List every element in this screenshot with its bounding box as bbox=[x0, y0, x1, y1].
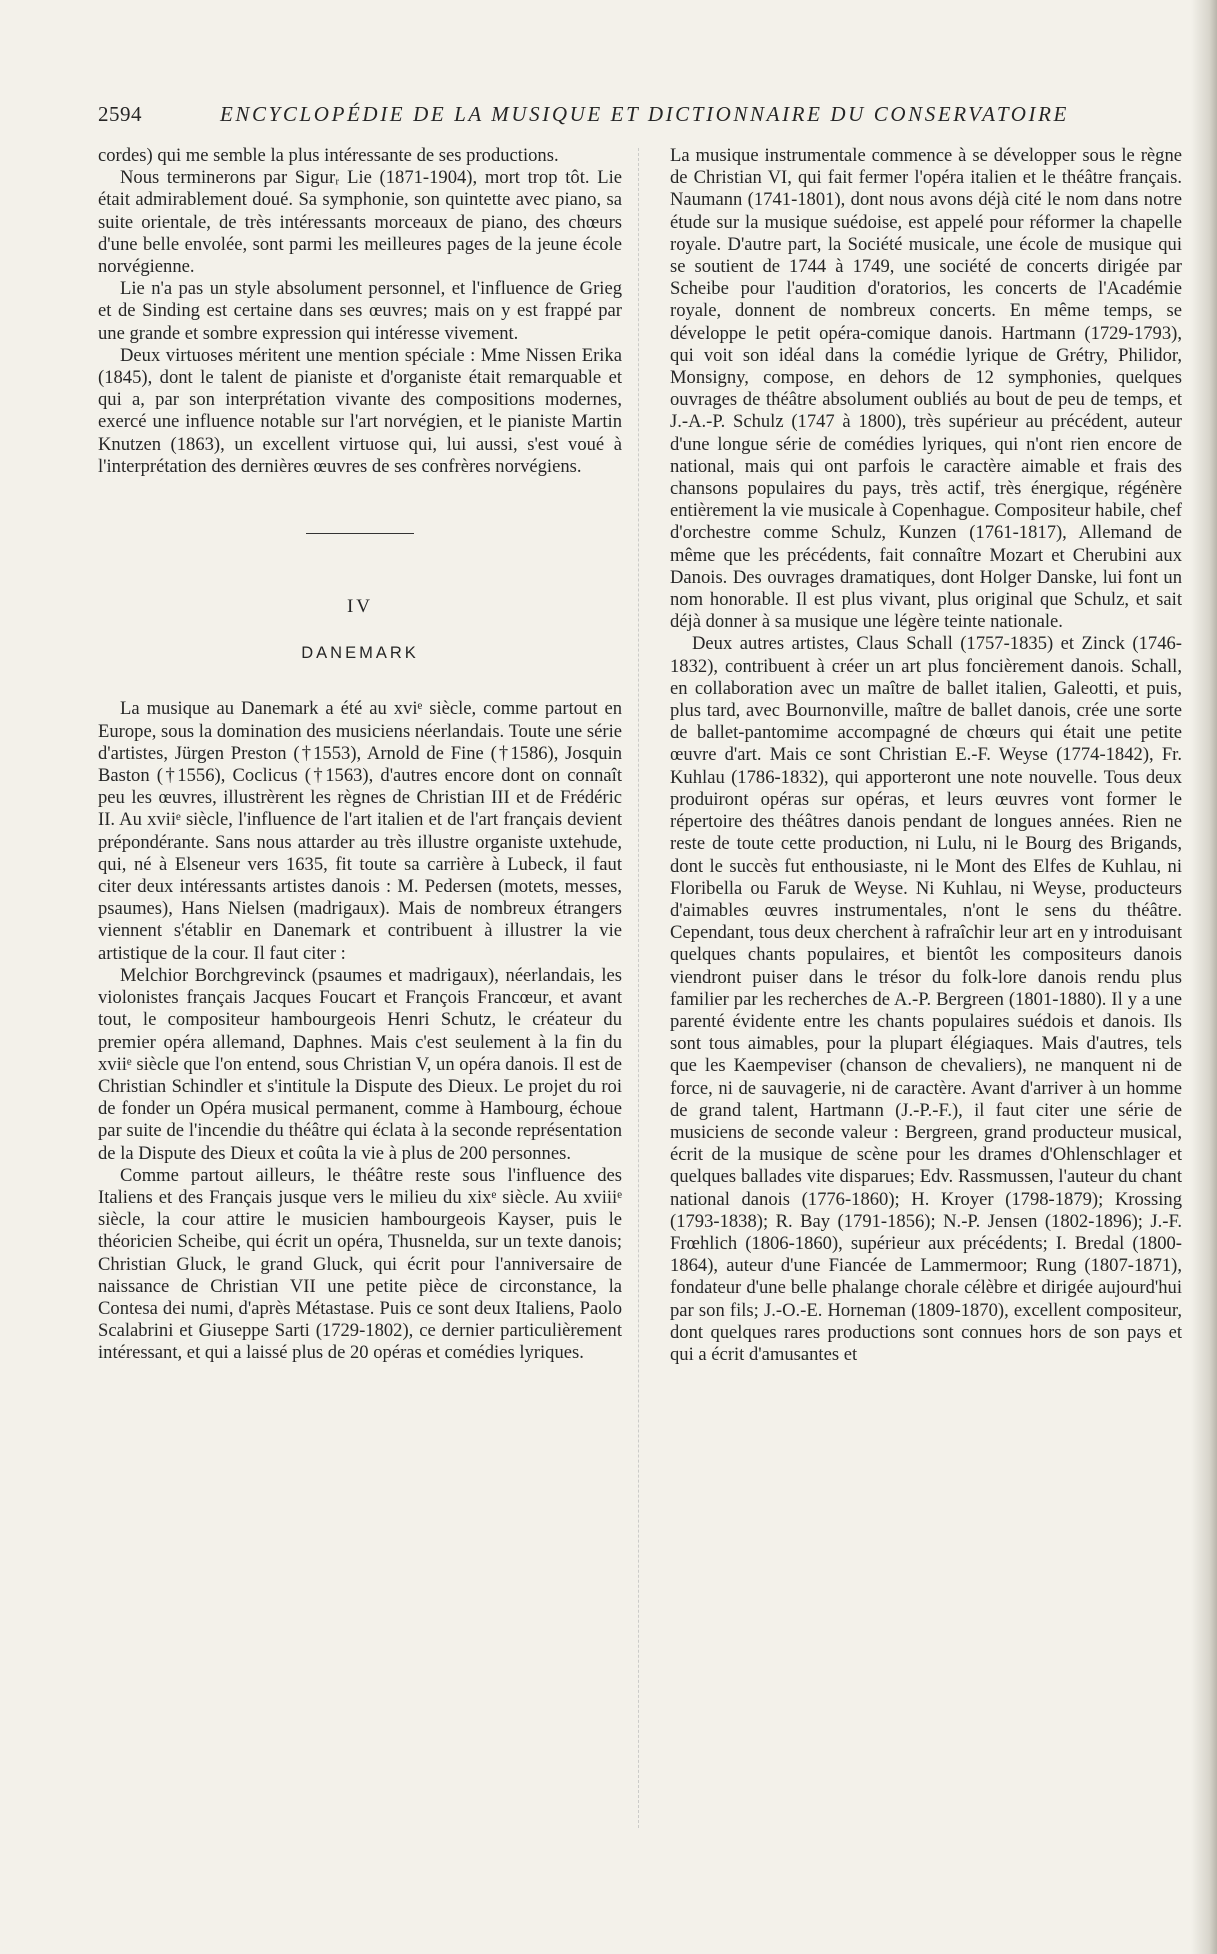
right-column bbox=[670, 145, 1182, 1366]
paragraph: Lie n'a pas un style absolument personnel, et l'influence de Grieg et de Sinding est certaine dans ses œuvres; mais on y est frappé par une grande et sombre expression qui intéresse vivement. bbox=[98, 278, 622, 344]
section-divider bbox=[306, 533, 414, 534]
paragraph: La musique instrumentale commence à se développer sous le règne de Christian VI, qui fait fermer l'opéra italien et le théâtre français. Naumann (1741-1801), dont nous avons déjà cité le nom dans notre étude sur la musique suédoise, est appelé pour réformer la chapelle royale. D'autre part, la Société musicale, une école de musique qui se soutient de 1744 à 1749, une société de concerts dirigée par Scheibe pour l'audition d'oratorios, les concerts de l'Académie royale, donnent de nombreux concerts. En même temps, se développe le petit opéra-comique danois. Hartmann (1729-1793), qui voit son idéal dans la comédie lyrique de Grétry, Philidor, Monsigny, compose, en dehors de 12 symphonies, quelques ouvrages de théâtre absolument oubliés au bout de peu de temps, et J.-A.-P. Schulz (1747 à 1800), très supérieur au précédent, auteur d'une longue série de comédies lyriques, qui n'ont rien encore de national, mais qui ont parfois le caractère aimable et frais des chansons populaires du pays, très actif, très énergique, régénère entièrement la vie musicale à Copenhague. Compositeur habile, chef d'orchestre comme Schulz, Kunzen (1761-1817), Allemand de même que les précédents, fait connaître Mozart et Cherubini aux Danois. Des ouvrages dramatiques, dont Holger Danske, lui font un nom honorable. Il est plus vivant, plus original que Schulz, et sait déjà donner à sa musique une légère teinte nationale. bbox=[670, 145, 1182, 633]
column-separator bbox=[638, 148, 639, 1828]
paragraph: Nous terminerons par Sigurᵣ Lie (1871-1904), mort trop tôt. Lie était admirablement doué. Sa symphonie, son quintette avec piano, sa suite orientale, de très intéressants morceaux de piano, des chœurs d'une belle envolée, sont parmi les meilleures pages de la jeune école norvégienne. bbox=[98, 167, 622, 278]
paragraph: Deux virtuoses méritent une mention spéciale : Mme Nissen Erika (1845), dont le talent de pianiste et d'organiste était remarquable et qui a, par son interprétation vivante des compositions modernes, exercé une influence notable sur l'art norvégien, et le pianiste Martin Knutzen (1863), un excellent virtuose qui, lui aussi, s'est voué à l'interprétation des dernières œuvres de ses confrères norvégiens. bbox=[98, 344, 622, 477]
page-number: 2594 bbox=[98, 102, 142, 126]
paragraph: cordes) qui me semble la plus intéressante de ses productions. bbox=[98, 145, 559, 166]
paragraph: Melchior Borchgrevinck (psaumes et madrigaux), néerlandais, les violonistes français Jacques Foucart et François Francœur, et avant tout, le compositeur hambourgeois Henri Schutz, le créateur du premier opéra allemand, Daphnes. Mais c'est seulement à la fin du xviiᵉ siècle que l'on entend, sous Christian V, un opéra danois. Il est de Christian Schindler et s'intitule la Dispute des Dieux. Le projet du roi de fonder un Opéra musical permanent, comme à Hambourg, échoue par suite de l'incendie du théâtre qui éclata à la seconde représentation de la Dispute des Dieux et coûta la vie à plus de 200 personnes. bbox=[98, 964, 622, 1164]
left-column bbox=[98, 145, 622, 1365]
paragraph: Deux autres artistes, Claus Schall (1757-1835) et Zinck (1746-1832), contribuent à créer un art plus foncièrement danois. Schall, en collaboration avec un maître de ballet italien, Galeotti, et puis, plus tard, avec Bournonville, maître de ballet danois, crée une sorte de ballet-pantomime accompagné de chœurs qui était une petite œuvre d'art. Mais ce sont Christian E.-F. Weyse (1774-1842), Fr. Kuhlau (1786-1832), qui apporteront une note nouvelle. Tous deux produiront opéras sur opéras, et leurs œuvres vont former le répertoire des théâtres danois pendant de longues années. Rien ne reste de toute cette production, ni Lulu, ni le Bourg des Brigands, dont le succès fut enthousiaste, ni le Mont des Elfes de Kuhlau, ni Floribella ou Faruk de Weyse. Ni Kuhlau, ni Weyse, producteurs d'aimables œuvres instrumentales, n'ont le sens du théâtre. Cependant, tous deux cherchent à rafraîchir leur art en y introduisant quelques chants populaires, et bientôt les compositeurs danois viendront puiser dans le trésor du folk-lore danois rendu plus familier par les recherches de A.-P. Bergreen (1801-1880). Il y a une parenté évidente entre les chants populaires suédois et danois. Ils sont tous aimables, pour la plupart élégiaques. Mais d'autres, tels que les Kaempeviser (chanson de chevaliers), ne manquent ni de force, ni de sauvagerie, ni de caractère. Avant d'arriver à un homme de grand talent, Hartmann (J.-P.-F.), il faut citer une série de musiciens de seconde valeur : Bergreen, grand producteur musical, écrit de la musique de scène pour les drames d'Ohlenschlager et quelques ballades vite disparues; Edv. Rassmussen, l'auteur du chant national danois (1776-1860); H. Kroyer (1798-1879); Krossing (1793-1838); R. Bay (1791-1856); N.-P. Jensen (1802-1896); J.-F. Frœhlich (1806-1860), supérieur aux précédents; I. Bredal (1800-1864), auteur d'une Fiancée de Lammermoor; Rung (1807-1871), fondateur d'une belle phalange chorale célèbre et dirigée aujourd'hui par son fils; J.-O.-E. Horneman (1809-1870), excellent compositeur, dont quelques rares productions sont connues hors de son pays et qui a écrit d'amusantes et bbox=[670, 633, 1182, 1365]
section-title: DANEMARK bbox=[301, 644, 419, 663]
page-edge-shadow bbox=[1191, 0, 1217, 1954]
section-number: IV bbox=[346, 596, 374, 618]
running-title: ENCYCLOPÉDIE DE LA MUSIQUE ET DICTIONNAIRE DU CONSERVATOIRE bbox=[220, 102, 1069, 126]
paragraph: Comme partout ailleurs, le théâtre reste sous l'influence des Italiens et des Français jusque vers le milieu du xixᵉ siècle. Au xviiiᵉ siècle, la cour attire le musicien hambourgeois Kayser, puis le théoricien Scheibe, qui écrit un opéra, Thusnelda, sur un texte danois; Christian Gluck, le grand Gluck, qui écrit pour l'anniversaire de naissance de Christian VII une petite pièce de circonstance, la Contesa dei numi, d'après Métastase. Puis ce sont deux Italiens, Paolo Scalabrini et Giuseppe Sarti (1729-1802), ce dernier particulièrement intéressant, et qui a laissé plus de 20 opéras et comédies lyriques. bbox=[98, 1164, 622, 1364]
paragraph: La musique au Danemark a été au xviᵉ siècle, comme partout en Europe, sous la domination des musiciens néerlandais. Toute une série d'artistes, Jürgen Preston (†1553), Arnold de Fine (†1586), Josquin Baston (†1556), Coclicus (†1563), d'autres encore dont on connaît peu les œuvres, illustrèrent les règnes de Christian III et de Frédéric II. Au xviiᵉ siècle, l'influence de l'art italien et de l'art français devient prépondérante. Sans nous attarder au très illustre organiste uxtehude, qui, né à Elseneur vers 1635, fit toute sa carrière à Lubeck, il faut citer deux intéressants artistes danois : M. Pedersen (motets, messes, psaumes), Hans Nielsen (madrigaux). Mais de nombreux étrangers viennent s'établir en Danemark et contribuent à illustrer la vie artistique de la cour. Il faut citer : bbox=[98, 698, 622, 964]
